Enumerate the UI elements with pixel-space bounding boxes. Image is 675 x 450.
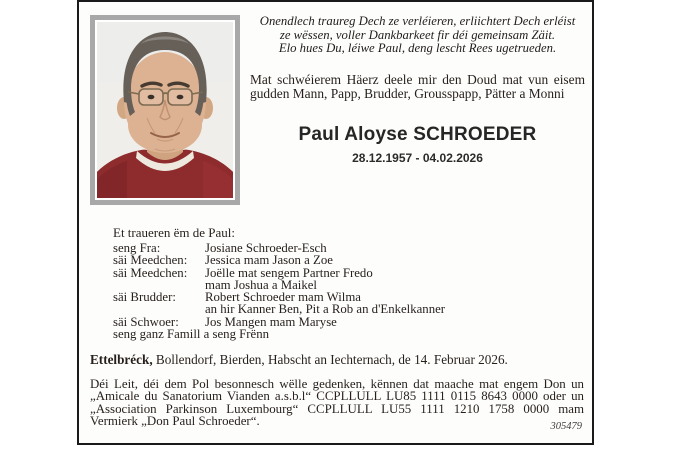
header-text-column	[250, 2, 585, 212]
donation-line: „Amicale du Sanatorium Vianden a.s.b.l“ CCPLLULL LU85 1111 0115 8643 0000 oder un	[90, 389, 584, 404]
deceased-dates: 28.12.1957 - 04.02.2026	[352, 151, 483, 165]
donation-line: „Association Parkinson Luxembourg“ CCPLLULL LU55 1111 1210 1758 0000 mam	[90, 401, 584, 416]
mourner-relation: säi Meedchen:	[113, 265, 188, 280]
notice-reference-number: 305479	[550, 421, 582, 432]
epigraph-line: Elo hues Du, léiwe Paul, deng lescht Rees ugetrueden.	[278, 41, 557, 55]
announcement-paragraph	[250, 73, 585, 101]
deceased-name: Paul Aloyse SCHROEDER	[298, 124, 537, 145]
mourners-closing-line: seng ganz Famill a seng Frënn	[113, 327, 270, 342]
city-name: Ettelbréck,	[90, 352, 153, 367]
announcement-line: Mat schwéierem Häerz deele mir den Doud mat vun eisem	[250, 72, 585, 87]
mourner-relation: säi Meedchen:	[113, 253, 188, 268]
mourner-names: mam Joshua a Maikel	[205, 277, 317, 292]
obituary-card	[77, 0, 594, 445]
mourner-names: Joëlle mat sengem Partner Fredo	[205, 265, 373, 280]
deceased-portrait	[90, 15, 240, 205]
mourner-row	[113, 254, 553, 266]
epigraph-verse	[250, 15, 585, 56]
mourner-relation: säi Brudder:	[113, 290, 176, 305]
mourner-row	[113, 291, 553, 316]
announcement-line: gudden Mann, Papp, Brudder, Grousspapp, Pätter a Monni	[250, 85, 565, 101]
places-date-line	[90, 352, 584, 368]
mourner-relation: säi Schwoer:	[113, 314, 179, 329]
mourner-names: Jessica mam Jason a Zoe	[205, 253, 333, 268]
portrait-illustration	[97, 22, 233, 198]
donation-paragraph	[90, 378, 584, 427]
mourners-list	[113, 242, 553, 340]
mourner-row	[113, 267, 553, 292]
mourner-names: an hir Kanner Ben, Pit a Rob an d'Enkelkanner	[205, 302, 446, 317]
epigraph-line: Onendlech traureg Dech ze verléieren, erliichtert Dech erléist	[259, 14, 576, 28]
mourner-names: Robert Schroeder mam Wilma	[205, 290, 361, 305]
places-date-rest: Bollendorf, Bierden, Habscht an Iechternach, de 14. Februar 2026.	[152, 352, 508, 367]
mourner-relation: seng Fra:	[113, 241, 161, 255]
mourner-names: Josiane Schroeder-Esch	[205, 241, 327, 255]
donation-line: Déi Leit, déi dem Pol besonnesch wëlle gedenken, kënnen dat maache mat engem Don un	[90, 377, 584, 391]
mourners-heading: Et traueren ëm de Paul:	[113, 225, 236, 240]
mourner-names: Jos Mangen mam Maryse	[205, 314, 337, 329]
epigraph-line: ze wëssen, voller Dankbarkeet fir déi gemeinsam Zäit.	[279, 27, 556, 42]
donation-line: Vermierk „Don Paul Schroeder“.	[90, 413, 260, 428]
